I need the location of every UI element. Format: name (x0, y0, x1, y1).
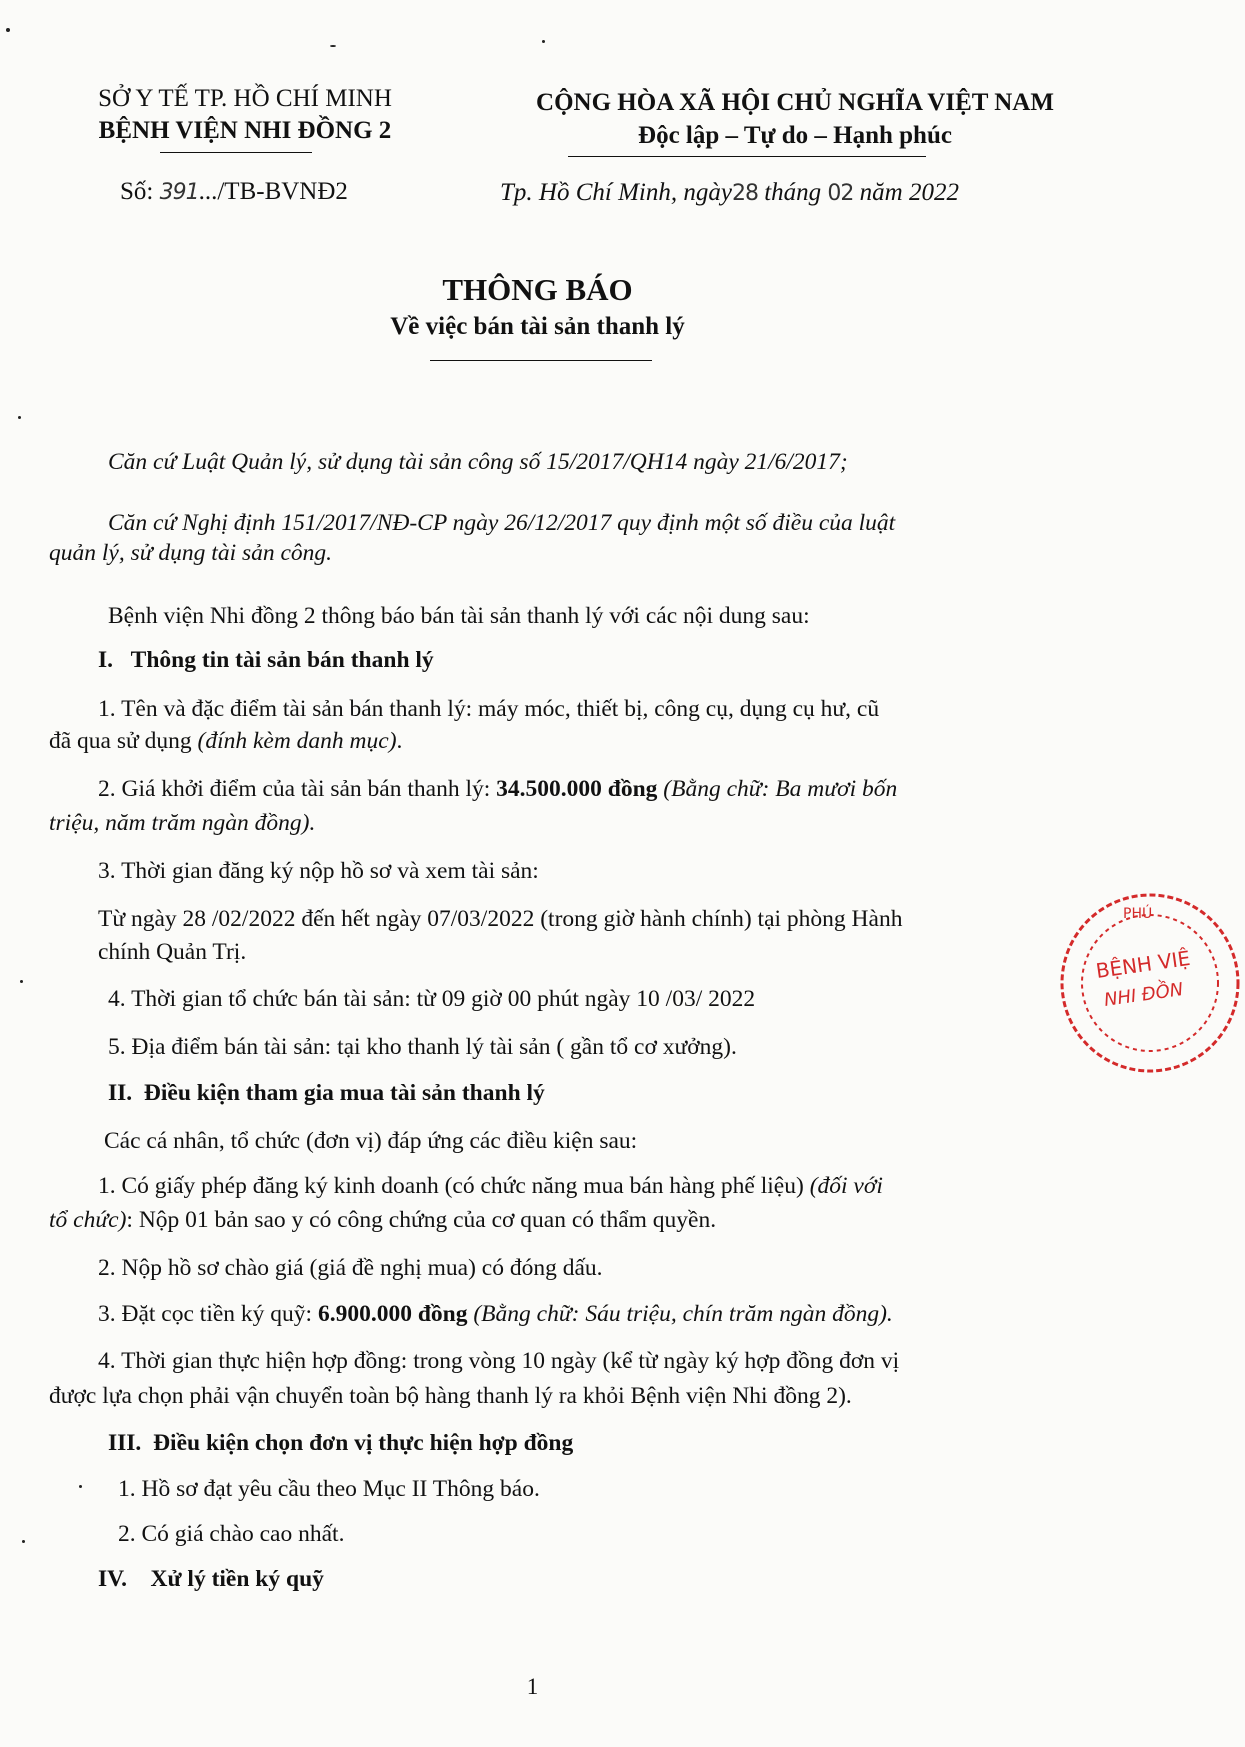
handwritten-month: 02 (827, 181, 854, 206)
scan-speck (22, 1540, 25, 1543)
document-subtitle: Về việc bán tài sản thanh lý (390, 313, 685, 340)
stamp-seal-icon (1055, 888, 1245, 1078)
legal-basis-1: Căn cứ Luật Quản lý, sử dụng tài sản công số 15/2017/QH14 ngày 21/6/2017; (108, 449, 848, 475)
s1-item2-line1 (98, 773, 897, 806)
scan-speck (20, 980, 23, 983)
agency-name: BỆNH VIỆN NHI ĐỒNG 2 (98, 117, 392, 144)
s2-item1-text: 1. Có giấy phép đăng ký kinh doanh (có chức năng mua bán hàng phế liệu) (98, 1173, 810, 1199)
stamp-text-line2: NHI ĐỒN (1102, 979, 1185, 1011)
legal-basis-2-line1: Căn cứ Nghị định 151/2017/NĐ-CP ngày 26/12/2017 quy định một số điều của luật (108, 510, 896, 536)
section-3-heading (108, 1427, 573, 1460)
s1-item3-detail-line1: Từ ngày 28 /02/2022 đến hết ngày 07/03/2022 (trong giờ hành chính) tại phòng Hành (98, 906, 903, 932)
number-suffix: .../TB-BVNĐ2 (198, 178, 348, 205)
document-date (500, 179, 959, 207)
scan-speck (79, 1485, 82, 1488)
s1-item2-text: 2. Giá khởi điểm của tài sản bán thanh lý: (98, 776, 497, 802)
national-title: CỘNG HÒA XÃ HỘI CHỦ NGHĨA VIỆT NAM (536, 89, 1054, 116)
title-underline (430, 360, 652, 361)
section-1-title: Thông tin tài sản bán thanh lý (130, 647, 434, 673)
s1-item3: 3. Thời gian đăng ký nộp hồ sơ và xem tài sản: (98, 858, 539, 884)
stamp-text-line1: BỆNH VIỆ (1094, 945, 1192, 983)
s2-item1-note2: tổ chức) (49, 1207, 127, 1233)
section-2-heading (108, 1077, 545, 1110)
s2-intro: Các cá nhân, tổ chức (đơn vị) đáp ứng các điều kiện sau: (104, 1128, 638, 1154)
s1-item1-line1: 1. Tên và đặc điểm tài sản bán thanh lý: máy móc, thiết bị, công cụ, dụng cụ hư, cũ (98, 696, 880, 722)
national-motto: Độc lập – Tự do – Hạnh phúc (638, 122, 952, 149)
s2-item4-line2: được lựa chọn phải vận chuyển toàn bộ hàng thanh lý ra khỏi Bệnh viện Nhi đồng 2). (49, 1383, 852, 1409)
s1-item1-end: . (396, 728, 403, 754)
document-title: THÔNG BÁO (442, 272, 633, 307)
section-1-num: I. (98, 647, 114, 673)
section-1-heading (98, 644, 434, 677)
s2-item3-text: 3. Đặt cọc tiền ký quỹ: (98, 1301, 318, 1327)
date-prefix: Tp. Hồ Chí Minh, ngày (500, 179, 732, 206)
s1-item1-line2 (49, 725, 402, 758)
s1-item2-words: (Bằng chữ: Ba mươi bốn (657, 776, 898, 802)
scan-speck (542, 40, 545, 43)
s2-item4-line1: 4. Thời gian thực hiện hợp đồng: trong vòng 10 ngày (kể từ ngày ký hợp đồng đơn vị (98, 1348, 900, 1374)
stamp-rim-text: PHÚ (1123, 906, 1153, 922)
section-2-title: Điều kiện tham gia mua tài sản thanh lý (143, 1080, 545, 1106)
s2-item1-line1 (98, 1170, 883, 1203)
s1-item3-detail-line2: chính Quản Trị. (98, 939, 247, 965)
s1-item1-note: (đính kèm danh mục) (197, 728, 397, 754)
s1-item2-line2: triệu, năm trăm ngàn đồng). (49, 810, 316, 836)
scan-speck (6, 28, 10, 32)
red-stamp (1055, 888, 1245, 1078)
section-4-title: Xử lý tiền ký quỹ (150, 1566, 324, 1592)
scan-speck (18, 416, 21, 419)
document-number (120, 178, 348, 206)
handwritten-day: 28 (731, 181, 758, 206)
s1-item5: 5. Địa điểm bán tài sản: tại kho thanh lý tài sản ( gần tổ cơ xưởng). (108, 1034, 737, 1060)
s2-item1-note1: (đối với (809, 1173, 883, 1199)
section-4-num: IV. (98, 1566, 127, 1592)
number-prefix: Số: (120, 178, 160, 205)
motto-underline (568, 156, 926, 157)
s1-item2-amount: 34.500.000 đồng (496, 776, 658, 802)
date-suffix: năm 2022 (853, 179, 959, 206)
s1-item1-text: đã qua sử dụng (49, 728, 198, 754)
section-3-num: III. (108, 1430, 142, 1456)
agency-parent: SỞ Y TẾ TP. HỒ CHÍ MINH (98, 85, 392, 112)
s2-item3-words: (Bằng chữ: Sáu triệu, chín trăm ngàn đồng). (467, 1301, 893, 1327)
section-2-num: II. (108, 1080, 133, 1106)
legal-basis-2-line2: quản lý, sử dụng tài sản công. (49, 540, 333, 566)
section-4-heading (98, 1563, 324, 1596)
intro-paragraph: Bệnh viện Nhi đồng 2 thông báo bán tài sản thanh lý với các nội dung sau: (108, 603, 810, 629)
agency-underline (160, 152, 312, 153)
s2-item3-amount: 6.900.000 đồng (317, 1301, 468, 1327)
s2-item2: 2. Nộp hồ sơ chào giá (giá đề nghị mua) có đóng dấu. (98, 1255, 603, 1281)
s3-item2: 2. Có giá chào cao nhất. (118, 1521, 345, 1547)
scan-speck (330, 45, 336, 47)
s2-item1-rest: : Nộp 01 bản sao y có công chứng của cơ quan có thẩm quyền. (126, 1207, 717, 1233)
s2-item3 (98, 1298, 893, 1331)
s2-item1-line2 (49, 1204, 716, 1237)
page-number: 1 (526, 1674, 539, 1699)
s3-item1: 1. Hồ sơ đạt yêu cầu theo Mục II Thông báo. (118, 1476, 540, 1502)
date-month-label: tháng (757, 179, 828, 206)
handwritten-number: 391 (159, 180, 199, 205)
s1-item4: 4. Thời gian tổ chức bán tài sản: từ 09 giờ 00 phút ngày 10 /03/ 2022 (108, 986, 756, 1012)
section-3-title: Điều kiện chọn đơn vị thực hiện hợp đồng (153, 1430, 574, 1456)
